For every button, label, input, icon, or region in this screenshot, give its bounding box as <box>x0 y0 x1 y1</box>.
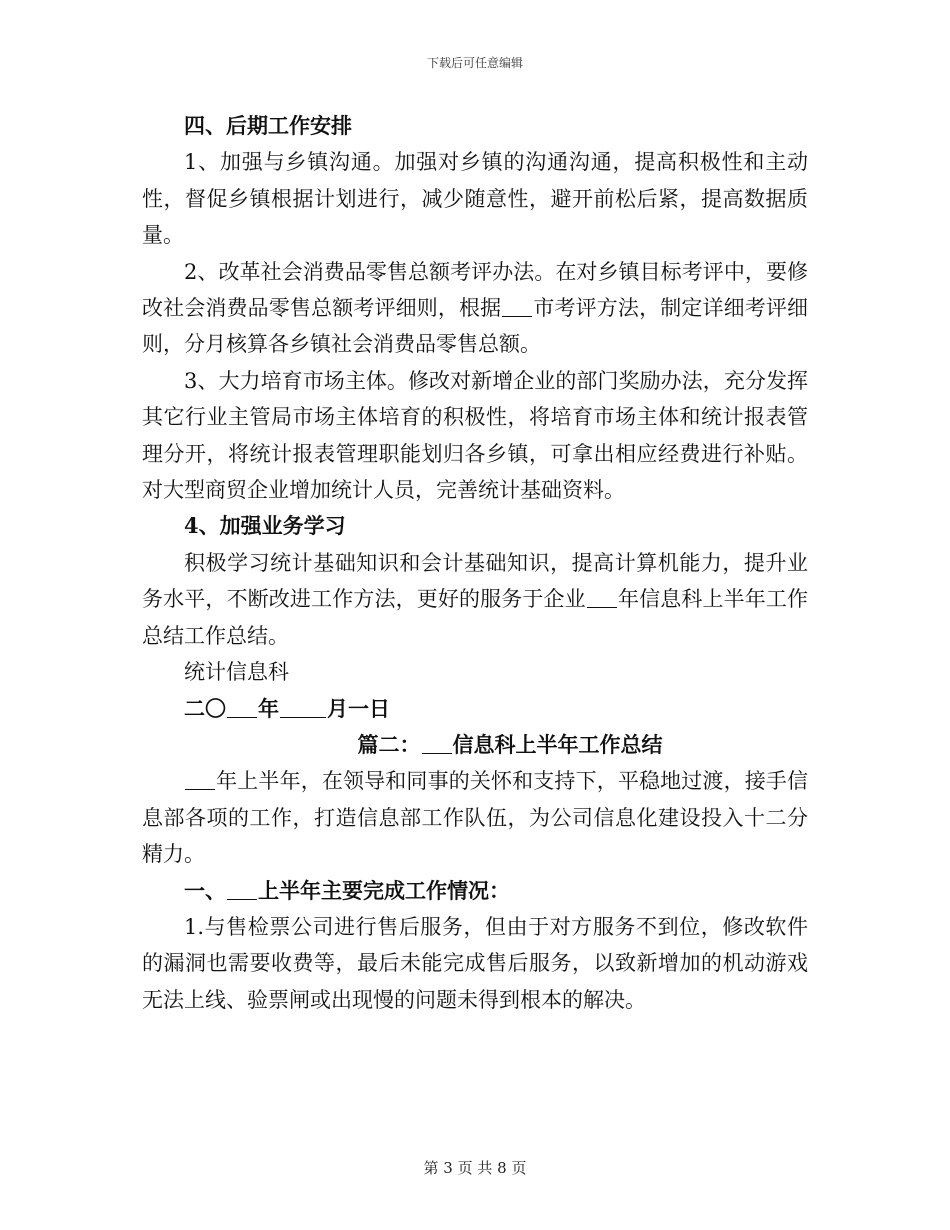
subheading-part-a: 一、 <box>184 877 226 903</box>
document-body <box>142 108 808 1018</box>
part-2-subheading <box>142 873 808 909</box>
item-4-text-b: 年信息科上半年工作总结工作总结。 <box>142 587 809 648</box>
page-footer: 第 3 页 共 8 页 <box>423 1159 527 1177</box>
subheading-part-b: 上半年主要完成工作情况： <box>258 877 510 903</box>
date-line <box>142 691 808 727</box>
paragraph-item-2 <box>142 254 808 363</box>
blank-underline <box>422 731 452 754</box>
item-2-text-a: 2、改革社会消费品零售总额考评办法。在对乡镇目标考评中，要修改社会消费品零售总额考评细则，根据 <box>142 259 808 321</box>
part-2-intro <box>142 763 808 872</box>
item-2-text-b: 市考评方法，制定详细考评细则，分月核算各乡镇社会消费品零售总额。 <box>142 296 808 357</box>
part-2-point-1: 1.与售检票公司进行售后服务，但由于对方服务不到位，修改软件的漏洞也需要收费等，最后未能完成售后服务，以致新增加的机动游戏无法上线、验票闸或出现慢的问题未得到根本的解决。 <box>142 914 808 1012</box>
blank-underline <box>227 695 257 718</box>
section-heading: 四、后期工作安排 <box>184 113 352 138</box>
blank-underline <box>502 294 532 317</box>
paragraph-item-3: 3、大力培育市场主体。修改对新增企业的部门奖励办法，充分发挥其它行业主管局市场主体培育的积极性，将培育市场主体和统计报表管理分开，将统计报表管理职能划归各乡镇，可拿出相应经费进行补贴。对大型商贸企业增加统计人员，完善统计基础资料。 <box>142 368 808 503</box>
item-4-text-a: 积极学习统计基础知识和会计基础知识，提高计算机能力，提升业务水平，不断改进工作方法，更好的服务于企业 <box>142 550 808 612</box>
part-2-title <box>142 727 808 763</box>
blank-underline <box>587 585 617 608</box>
paragraph-item-4 <box>142 545 808 654</box>
blank-underline <box>227 877 257 900</box>
item-4-heading: 4、加强业务学习 <box>184 513 346 539</box>
blank-underline <box>185 767 215 790</box>
date-part-b: 年 <box>258 695 279 721</box>
paragraph-item-1: 1、加强与乡镇沟通。加强对乡镇的沟通沟通，提高积极性和主动性，督促乡镇根据计划进行，减少随意性，避开前松后紧，提高数据质量。 <box>142 150 808 248</box>
signature: 统计信息科 <box>184 660 289 685</box>
title-part-b: 信息科上半年工作总结 <box>452 731 663 757</box>
intro-text: 年上半年，在领导和同事的关怀和支持下，平稳地过渡，接手信息部各项的工作，打造信息部工作队伍，为公司信息化建设投入十二分精力。 <box>142 769 808 867</box>
title-part-a: 篇二： <box>357 731 421 757</box>
date-part-c: 月一日 <box>327 695 390 721</box>
page-header: 下载后可任意编辑 <box>426 56 523 70</box>
date-part-a: 二〇 <box>184 695 226 721</box>
blank-underline <box>280 695 326 718</box>
